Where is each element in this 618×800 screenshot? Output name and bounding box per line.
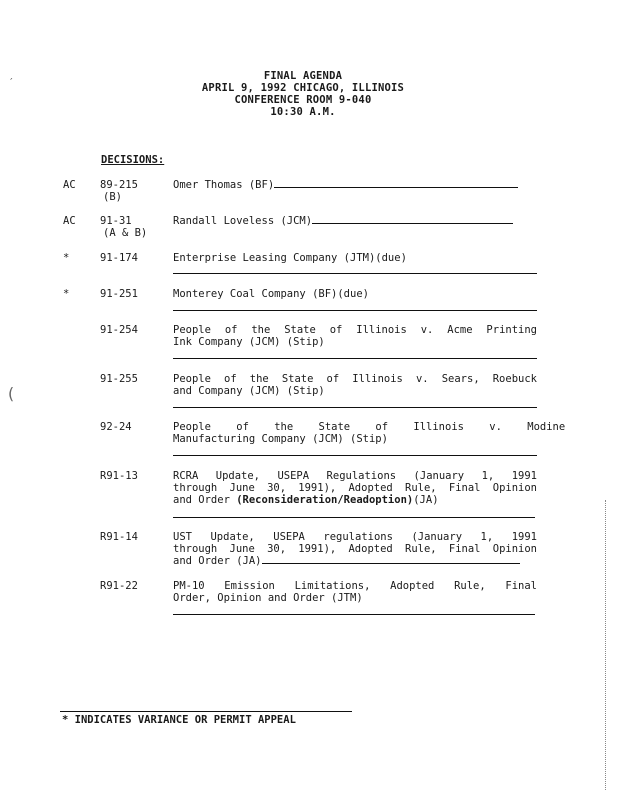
signature-rule — [173, 310, 537, 311]
footnote: * INDICATES VARIANCE OR PERMIT APPEAL — [62, 714, 296, 726]
footnote-rule — [60, 711, 352, 712]
docket-number: 91-31 — [100, 215, 132, 227]
docket-number: R91-22 — [100, 580, 138, 592]
scan-mark-top: ′ — [8, 76, 15, 89]
item-title-line2: through June 30, 1991), Adopted Rule, Final Opinion — [173, 543, 537, 555]
item-mark: * — [63, 288, 70, 300]
docket-number: 91-174 — [100, 252, 138, 264]
item-title: Randall Loveless (JCM) — [173, 215, 537, 227]
docket-number: R91-13 — [100, 470, 138, 482]
signature-rule — [173, 358, 537, 359]
scan-mark-left: ( — [6, 384, 16, 403]
docket-number: 89-215 — [100, 179, 138, 191]
item-title-line1: PM-10 Emission Limitations, Adopted Rule, Final — [173, 580, 537, 592]
item-mark: AC — [63, 215, 76, 227]
docket-sub: (B) — [103, 191, 122, 203]
fill-line — [274, 187, 518, 188]
item-title-line1: People of the State of Illinois v. Modine — [173, 421, 566, 433]
item-title: Omer Thomas (BF) — [173, 179, 537, 191]
docket-number: 91-254 — [100, 324, 138, 336]
item-mark: * — [63, 252, 70, 264]
section-label: DECISIONS: — [101, 154, 165, 166]
item-title-line3: and Order (JA) — [173, 555, 537, 567]
item-title: Monterey Coal Company (BF)(due) — [173, 288, 369, 300]
page-edge-shadow — [605, 500, 606, 790]
meeting-date-place: APRIL 9, 1992 CHICAGO, ILLINOIS — [201, 82, 405, 94]
signature-rule — [173, 455, 537, 456]
fill-line — [262, 563, 520, 564]
signature-rule — [173, 517, 535, 518]
item-title-line2: Order, Opinion and Order (JTM) — [173, 592, 363, 604]
item-title-line1: RCRA Update, USEPA Regulations (January 1, 1991 — [173, 470, 537, 482]
fill-line — [312, 223, 513, 224]
docket-number: R91-14 — [100, 531, 138, 543]
item-title-line2: through June 30, 1991), Adopted Rule, Final Opinion — [173, 482, 537, 494]
item-title-line1: People of the State of Illinois v. Acme Printing — [173, 324, 537, 336]
agenda-title: FINAL AGENDA — [263, 70, 343, 82]
item-title: Enterprise Leasing Company (JTM)(due) — [173, 252, 407, 264]
signature-rule — [173, 614, 535, 615]
item-title-line2: and Company (JCM) (Stip) — [173, 385, 325, 397]
item-title-line2: Manufacturing Company (JCM) (Stip) — [173, 433, 388, 445]
docket-number: 92-24 — [100, 421, 132, 433]
meeting-time: 10:30 A.M. — [270, 106, 336, 118]
signature-rule — [173, 407, 537, 408]
docket-sub: (A & B) — [103, 227, 148, 239]
signature-rule — [173, 273, 537, 274]
item-title-line2: Ink Company (JCM) (Stip) — [173, 336, 325, 348]
item-title-line1: UST Update, USEPA regulations (January 1, 1991 — [173, 531, 537, 543]
item-mark: AC — [63, 179, 76, 191]
docket-number: 91-255 — [100, 373, 138, 385]
item-title-line1: People of the State of Illinois v. Sears, Roebuck — [173, 373, 537, 385]
meeting-room: CONFERENCE ROOM 9-040 — [234, 94, 372, 106]
docket-number: 91-251 — [100, 288, 138, 300]
item-title-line3: and Order (Reconsideration/Readoption)(JA) — [173, 494, 439, 506]
